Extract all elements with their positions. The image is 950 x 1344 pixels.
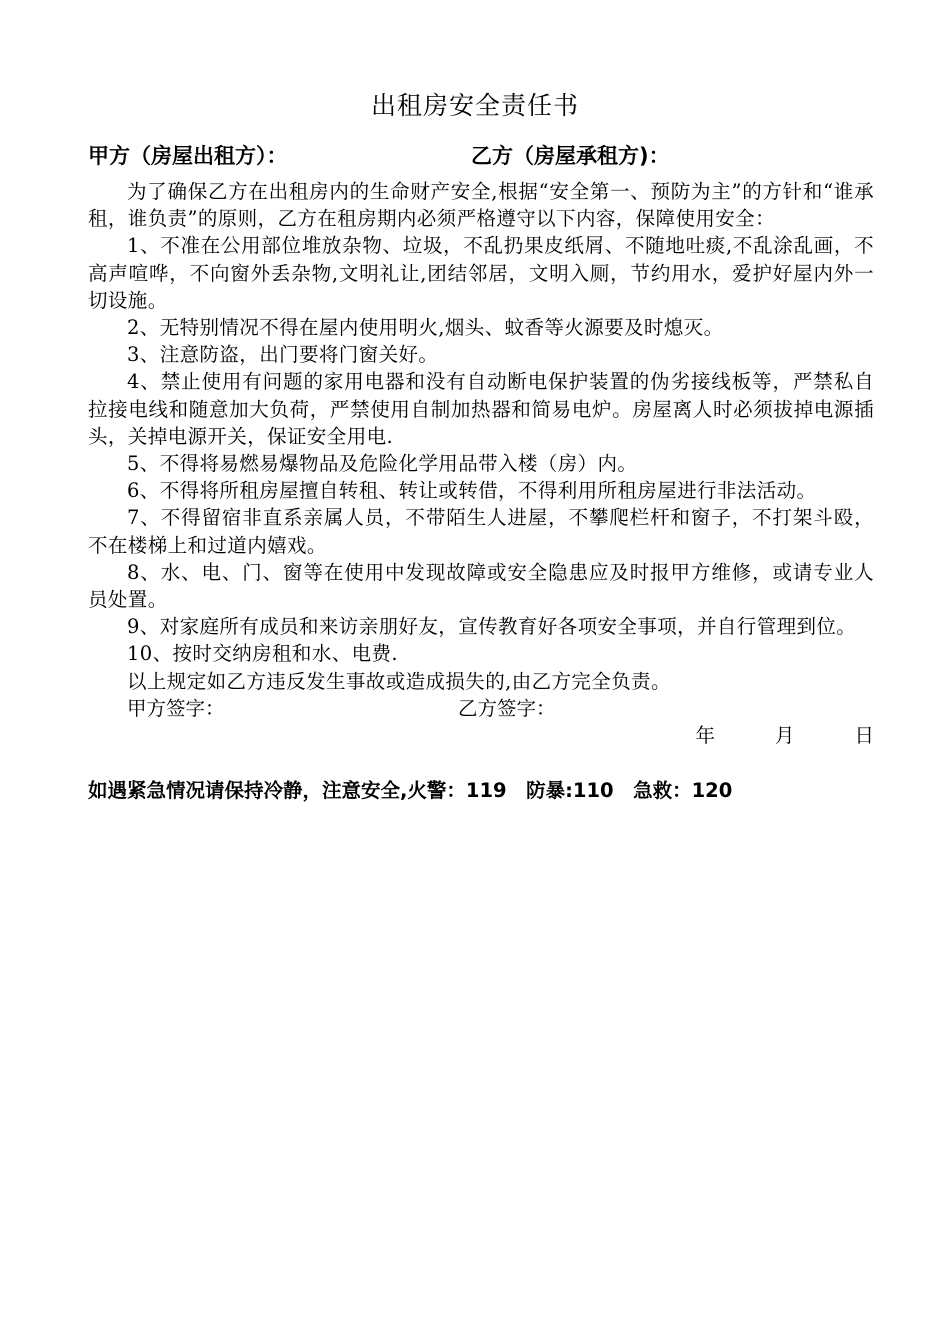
clause-9: 9、对家庭所有成员和来访亲朋好友，宣传教育好各项安全事项，并自行管理到位。: [127, 615, 857, 639]
clause-1: 1、不准在公用部位堆放杂物、垃圾，不乱扔果皮纸屑、不随地吐痰,不乱涂乱画，不高声喧哗，不向窗外丢杂物,文明礼让,团结邻居，文明入厕，节约用水，爱护好屋内外一切设施。: [88, 234, 874, 312]
date-row: [88, 722, 874, 749]
parties-header: [88, 140, 878, 170]
clause-4: 4、禁止使用有问题的家用电器和没有自动断电保护装置的伪劣接线板等，严禁私自拉接电线和随意加大负荷，严禁使用自制加热器和简易电炉。房屋离人时必须拔掉电源插头，关掉电源开关，保证安全用电.: [88, 370, 874, 448]
clause-7: 7、不得留宿非直系亲属人员，不带陌生人进屋，不攀爬栏杆和窗子，不打架斗殴，不在楼梯上和过道内嬉戏。: [88, 506, 874, 557]
clause-3: 3、注意防盗，出门要将门窗关好。: [127, 343, 439, 367]
clause-6: 6、不得将所租房屋擅自转租、转让或转借，不得利用所租房屋进行非法活动。: [127, 479, 817, 503]
party-a-label: 甲方（房屋出租方）：: [88, 144, 288, 168]
date-year-label: 年: [695, 724, 715, 748]
party-b-label: 乙方（房屋承租方)：: [471, 144, 670, 168]
liability-statement: 以上规定如乙方违反发生事故或造成损失的,由乙方完全负责。: [127, 669, 671, 693]
document-title: 出租房安全责任书: [370, 91, 579, 120]
date-month-label: 月: [774, 724, 795, 748]
party-a-signature-label: 甲方签字：: [127, 696, 225, 720]
clause-10: 10、按时交纳房租和水、电费.: [127, 642, 399, 666]
emergency-numbers: 如遇紧急情况请保持冷静，注意安全,火警：119 防暴:110 急救：120: [88, 779, 733, 802]
signature-row: [88, 695, 874, 722]
party-b-signature-label: 乙方签字：: [458, 696, 556, 720]
agreement-body: [88, 178, 874, 749]
date-day-label: 日: [854, 724, 874, 748]
clause-8: 8、水、电、门、窗等在使用中发现故障或安全隐患应及时报甲方维修，或请专业人员处置。: [88, 560, 874, 612]
clause-5: 5、不得将易燃易爆物品及危险化学用品带入楼（房）内。: [127, 452, 638, 476]
intro-paragraph: 为了确保乙方在出租房内的生命财产安全,根据“安全第一、预防为主”的方针和“谁承租，谁负责”的原则，乙方在租房期内必须严格遵守以下内容，保障使用安全：: [88, 180, 874, 231]
clause-2: 2、无特别情况不得在屋内使用明火,烟头、蚊香等火源要及时熄灭。: [127, 316, 724, 340]
